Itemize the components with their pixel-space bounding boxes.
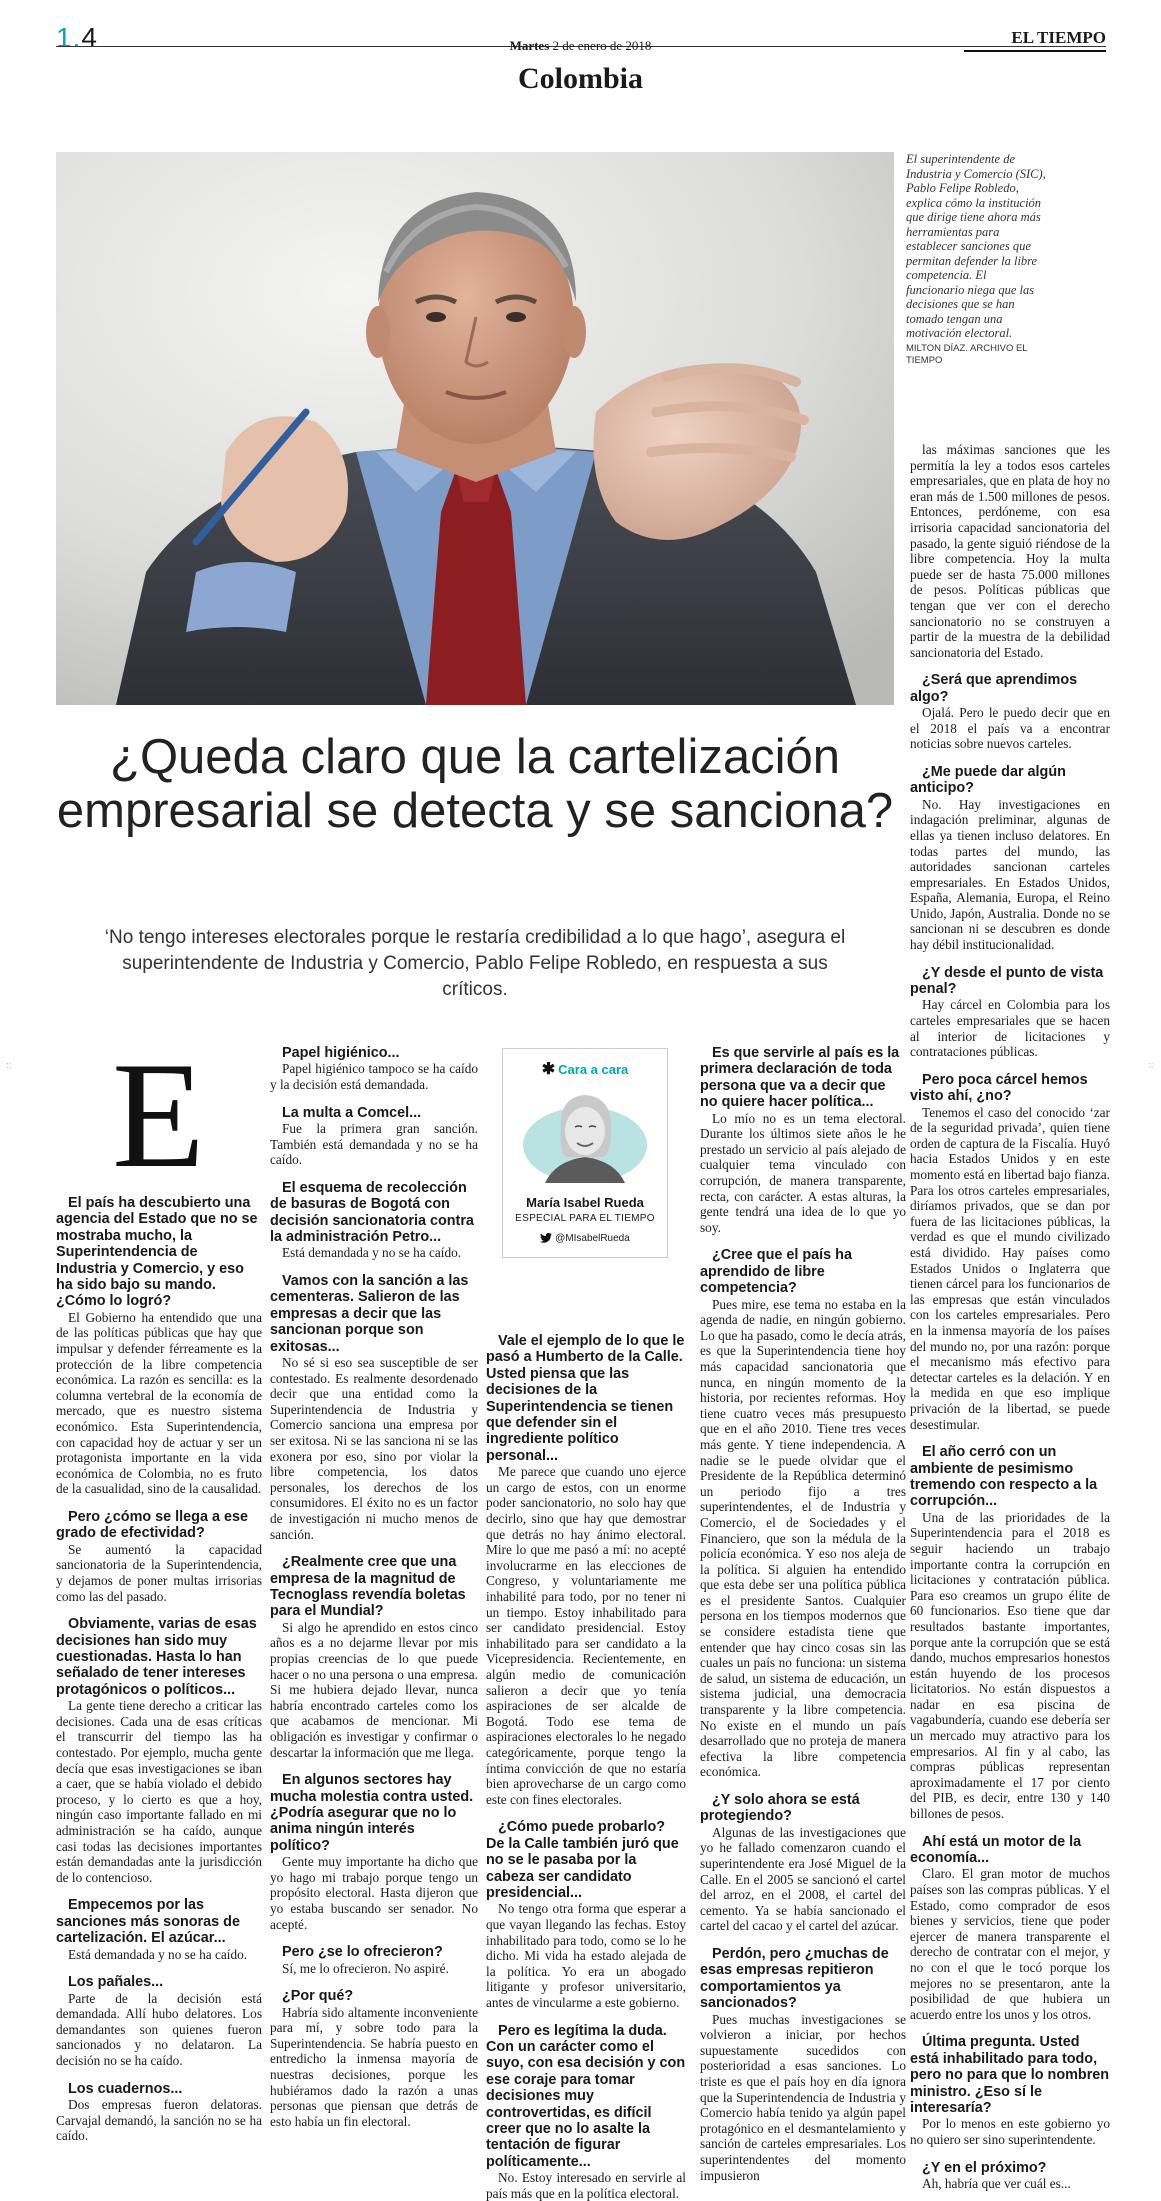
article-column-3 bbox=[486, 1333, 686, 2201]
interview-answer: Por lo menos en este gobierno yo no quiero ser sino superintendente. bbox=[910, 2116, 1110, 2147]
interview-question: Es que servirle al país es la primera declaración de toda persona que va a decir que no quiere hacer política... bbox=[700, 1045, 900, 1111]
interview-answer: Está demandada y no se ha caído. bbox=[68, 1946, 248, 1962]
author-box-title: ✱ Cara a cara bbox=[541, 1061, 629, 1078]
interview-answer: El Gobierno ha entendido que una de las políticas públicas que hay que impulsar y defender férreamente es la protección de la libre competencia económica. La razón es sencilla: es la columna vertebral de la economía de mercado, que es nuestro sistema económico. Esta Superintendencia, con capacidad hoy de actuar y ser un protagonista importante en la vida económica de Colombia, no es fruto de la casualidad, sino de la causalidad. bbox=[56, 1309, 262, 1497]
interview-question: Pero ¿se lo ofrecieron? bbox=[282, 1944, 443, 1961]
photo-caption: El superintendente de Industria y Comercio (SIC), Pablo Felipe Robledo, explica cómo la institución que dirige tiene ahora más herramientas para establecer sanciones que permitan defender la libre competencia. El funcionario niega que las decisiones que se han tomado tengan una motivación electoral. MILTON DÍAZ. ARCHIVO EL TIEMPO bbox=[906, 152, 1046, 366]
main-photo bbox=[56, 152, 894, 705]
interview-answer: Gente muy importante ha dicho que yo hago mi trabajo porque tengo un propósito electoral. Hasta dijeron que yo estaba buscando ser senador. No acepté. bbox=[270, 1854, 478, 1932]
interview-answer: Papel higiénico tampoco se ha caído y la decisión está demandada. bbox=[270, 1061, 478, 1092]
author-portrait bbox=[515, 1083, 655, 1183]
interview-answer: Se aumentó la capacidad sancionatoria de la Superintendencia, y dejamos de poner multas irrisorias como las del pasado. bbox=[56, 1541, 262, 1604]
interview-question: Papel higiénico... bbox=[282, 1045, 400, 1061]
interview-question: Ahí está un motor de la economía... bbox=[910, 1833, 1082, 1867]
interview-answer: Dos empresas fueron delatoras. Carvajal demandó, la sanción no se ha caído. bbox=[56, 2096, 262, 2144]
interview-answer: Claro. El gran motor de muchos países son las compras públicas. Y el Estado, como comprador de esos bienes y servicios, tiene que poder ejercer de manera transparente el derecho de contratar con el mejor, y no con el que le tocó porque los mejores no se presentaron, ante la posibilidad de que hubiera un acuerdo entre los unos y los otros. bbox=[910, 1866, 1110, 2022]
page-number: 1.4 bbox=[56, 22, 98, 53]
article-column-5 bbox=[910, 442, 1110, 2192]
interview-question: ¿Realmente cree que una empresa de la magnitud de Tecnoglass revendía boletas para el Mundial? bbox=[270, 1554, 466, 1620]
interview-answer: Si algo he aprendido en estos cinco años es a no dejarme llevar por mis propias creencias de lo que puede hacer o no una persona o una empresa. Si me hubiera dejado llevar, nunca habría encontrado carteles como los que acabamos de mencionar. Mi obligación es investigar y confirmar o descartar la información que me llega. bbox=[270, 1619, 478, 1760]
interview-answer: Sí, me lo ofrecieron. No aspiré. bbox=[282, 1960, 449, 1976]
author-name: María Isabel Rueda bbox=[526, 1195, 644, 1210]
interview-answer: No sé si eso sea susceptible de ser contestado. Es realmente desordenado decir que una entidad como la Superintendencia de Industria y Comercio sanciona una empresa por ser exitosa. Ni se las sanciona ni se las exonera por eso, sino por violar la libre competencia, los datos personales, los derechos de los consumidores. El éxito no es un factor de investigación ni mucho menos de sanción. bbox=[270, 1355, 478, 1542]
interview-answer: Parte de la decisión está demandada. Allí hubo delatores. Los demandantes son quienes fueron sancionados y no delataron. La decisión no se ha caído. bbox=[56, 1990, 262, 2068]
interview-question: Obviamente, varias de esas decisiones han sido muy cuestionadas. Hasta lo han señalado de tener intereses protagónicos o políticos... bbox=[56, 1616, 257, 1698]
interview-question: ¿Cómo puede probarlo? De la Calle también juró que no se le pasaba por la cabeza ser candidato presidencial... bbox=[486, 1819, 679, 1901]
interview-question: El país ha descubierto una agencia del Estado que no se mostraba mucho, la Superintendencia de Industria y Comercio, y eso ha sido bajo su mando. ¿Cómo lo logró? bbox=[56, 1195, 258, 1310]
edition-date: Martes 2 de enero de 2018 bbox=[509, 38, 652, 53]
twitter-icon bbox=[540, 1233, 552, 1243]
interview-answer: Algunas de las investigaciones que yo he fallado comenzaron cuando el superintendente era José Miguel de la Calle. En el 2005 se sancionó el cartel del arroz, en el 2008, el cartel del cemento. Ya se había sancionado el cartel del cacao y el cartel del azúcar. bbox=[700, 1824, 906, 1934]
interview-question: ¿Será que aprendimos algo? bbox=[910, 672, 1078, 705]
interview-answer: Hay cárcel en Colombia para los carteles empresariales que se hacen al interior de licitaciones y contrataciones públicas. bbox=[910, 997, 1110, 1060]
interview-question: ¿Por qué? bbox=[282, 1988, 354, 2005]
interview-answer: Ojalá. Pero le puedo decir que en el 2018 el país va a encontrar noticias sobre nuevos carteles. bbox=[910, 705, 1110, 752]
interview-answer: No tengo otra forma que esperar a que vayan llegando las fechas. Estoy inhabilitado para todo, como se lo he dicho. Mi vida ha estado alejada de la política. Yo era un abogado litigante y profesor universitario, antes de vincularme a este gobierno. bbox=[486, 1901, 686, 2010]
interview-answer: las máximas sanciones que les permitía la ley a todos esos carteles empresariales, que en plata de hoy no eran más de 1.500 millones de pesos. Entonces, perdóneme, con esa irrisoria capacidad sancionatoria del pasado, la gente siguió riéndose de la libre competencia. Hoy la multa puede ser de hasta 75.000 millones de pesos. Políticas públicas que tengan que ver con el derecho sancionatorio no se construyen a partir de la muestra de la debilidad sancionatoria del Estado. bbox=[910, 442, 1110, 660]
interview-answer: Una de las prioridades de la Superintendencia para el 2018 es seguir haciendo un trabajo importante contra la corrupción en licitaciones y contratación pública. Para eso creamos un grupo élite de 60 funcionarios. Eso tiene que dar resultados bastante importantes, porque ante la corrupción que se está dando, muchos empresarios honestos están huyendo de los procesos licitatorios. No están dispuestos a nadar en esa piscina de vagabundería, cuando ese debería ser un mercado muy atractivo para los empresarios. Al fin y al cabo, las compras públicas representan aproximadamente el 17 por ciento del PIB, es decir, entre 130 y 140 billones de pesos. bbox=[910, 1509, 1110, 1822]
interview-answer: No. Estoy interesado en servirle al país más que en la política electoral. bbox=[486, 2170, 686, 2201]
interview-answer: Lo mío no es un tema electoral. Durante los últimos siete años le he prestado un servicio al país alejado de cualquier tema vinculado con corrupción, de manera transparente, recta, con carácter. A estas alturas, la gente tendrá una idea de lo que yo soy. bbox=[700, 1110, 906, 1235]
interview-answer: Me parece que cuando uno ejerce un cargo de estos, con un enorme poder sancionatorio, no solo hay que decirlo, sino que hay que demostrar que detrás no hay ánimo electoral. Mire lo que me pasó a mí: no acepté involucrarme en las elecciones de Congreso, y voluntariamente me inhabilité para todo, por no tener ni un tiempo. Estoy inhabilitado para ser candidato presidencial. Estoy inhabilitado para ser candidato a la Vicepresidencia. Recientemente, en algún medio de comunicación salieron a decir que yo tenía aspiraciones de ser alcalde de Bogotá. Todo ese tema de aspiraciones electorales lo he negado categóricamente, porque tengo la íntima convicción de que no estaría bien aprovecharse de un cargo como este con fines electorales. bbox=[486, 1464, 686, 1807]
article-column-1 bbox=[56, 1195, 262, 2144]
author-box bbox=[502, 1048, 668, 1258]
author-twitter[interactable]: @MIsabelRueda bbox=[503, 1233, 667, 1244]
interview-question: El año cerró con un ambiente de pesimismo tremendo con respecto a la corrupción... bbox=[910, 1444, 1098, 1510]
interview-question: Pero ¿cómo se llega a ese grado de efectividad? bbox=[56, 1508, 248, 1542]
interview-question: Pero poca cárcel hemos visto ahí, ¿no? bbox=[910, 1071, 1088, 1105]
interview-question: Vale el ejemplo de lo que le pasó a Humberto de la Calle. Usted piensa que las decisiones de la Superintendencia se tienen que defender sin el ingrediente político personal... bbox=[486, 1333, 685, 1464]
interview-question: ¿Cree que el país ha aprendido de libre competencia? bbox=[700, 1247, 852, 1297]
fold-mark-right: :: bbox=[1148, 1060, 1154, 1071]
interview-question: Los pañales... bbox=[68, 1974, 164, 1991]
interview-question: ¿Me puede dar algún anticipo? bbox=[910, 763, 1066, 797]
section-title: Colombia bbox=[517, 62, 643, 95]
interview-answer: La gente tiene derecho a criticar las decisiones. Cada una de esas críticas el transcurrir del tiempo las ha contestado. Por ejemplo, mucha gente decía que esas investigaciones se iban a caer, que se había violado el debido proceso, y lo cierto es que a hoy, ningún caso importante fallado en mi administración se ha caído, aunque casi todas las decisiones importantes están demandadas ante la jurisdicción de lo contencioso. bbox=[56, 1698, 262, 1885]
interview-question: ¿Y solo ahora se está protegiendo? bbox=[700, 1792, 860, 1825]
interview-question: Vamos con la sanción a las cementeras. Salieron de las empresas a decir que las sancionan porque son exitosas... bbox=[270, 1273, 469, 1355]
interview-question: La multa a Comcel... bbox=[282, 1104, 422, 1121]
drop-cap: E bbox=[112, 1031, 205, 1199]
subheadline: ‘No tengo intereses electorales porque le restaría credibilidad a lo que hago’, asegura el superintendente de Industria y Comercio, Pablo Felipe Robledo, en respuesta a sus críticos. bbox=[104, 927, 846, 1000]
author-role: ESPECIAL PARA EL TIEMPO bbox=[515, 1213, 655, 1224]
interview-answer: Pues muchas investigaciones se volvieron a iniciar, por hechos supuestamente sucedidos con posterioridad a esas sanciones. Lo triste es que el país hoy en día ignora que la Superintendencia de Industria y Comercio había tenido ya algún papel protagónico en el desmantelamiento y sanción de carteles empresariales. Los superintendentes del momento impusieron bbox=[700, 2011, 906, 2183]
fold-mark-left: :: bbox=[6, 1060, 12, 1071]
article-column-4 bbox=[700, 1045, 906, 2183]
interview-question: El esquema de recolección de basuras de Bogotá con decisión sancionatoria contra la administración Petro... bbox=[270, 1179, 474, 1245]
photo-credit: MILTON DÍAZ. ARCHIVO EL TIEMPO bbox=[906, 342, 1028, 366]
asterisk-icon: ✱ bbox=[541, 1061, 556, 1078]
interview-answer: Habría sido altamente inconveniente para mí, y sobre todo para la Superintendencia. Se habría puesto en entredicho la inmensa mayoría de nuestras decisiones, porque les hubiéramos dado la razón a unas personas que piensan que detrás de esto había un fin electoral. bbox=[270, 2004, 478, 2129]
interview-answer: Fue la primera gran sanción. También está demandada y no se ha caído. bbox=[270, 1121, 478, 1168]
interview-answer: Pues mire, ese tema no estaba en la agenda de nadie, en ningún gobierno. Lo que ha pasado, como le decía atrás, es que la Superintendencia tiene hoy más capacidad sancionatoria que nunca, en ningún momento de la historia, por recientes reformas. Hoy tiene cuatro veces más presupuesto que en el año 2010. Tiene tres veces más gente. Y tiene independencia. A nadie se le puede olvidar que el Presidente de la República determinó un periodo fijo a tres superintendentes, el de Industria y Comercio, el de Sociedades y el Financiero, que son la médula de la policía económica. Y eso nos aleja de la política. Si alguien ha entendido que esta debe ser una política pública es el presidente Santos. Cualquier persona en los tiempos modernos que se considere estadista tiene que entender que hay cinco cosas sin las cuales un país no funciona: un sistema de salud, un sistema de educación, un sistema judicial, una democracia transparente y la libre competencia. No existe en el mundo un país desarrollado que no proteja de manera efectiva la libre competencia económica. bbox=[700, 1296, 906, 1780]
interview-question: Perdón, pero ¿muchas de esas empresas repitieron comportamientos ya sancionados? bbox=[700, 1945, 889, 2012]
interview-answer: No. Hay investigaciones en indagación preliminar, algunas de ellas ya tienen incluso delatores. En todas partes del mundo, las autoridades sancionan carteles empresariales. En Estados Unidos, España, Alemania, Europa, el Reino Unido, Japón, Australia. Donde no se sancionan ni se descubren es donde hay débil institucionalidad. bbox=[910, 796, 1110, 953]
interview-question: Empecemos por las sanciones más sonoras de cartelización. El azúcar... bbox=[56, 1897, 240, 1947]
interview-question: Los cuadernos... bbox=[68, 2080, 183, 2097]
interview-question: Última pregunta. Usted está inhabilitado para todo, pero no para que lo nombren ministro. ¿Eso sí le interesaría? bbox=[910, 2034, 1110, 2116]
interview-answer: Tenemos el caso del conocido ‘zar de la seguridad privada’, quien tiene orden de captura de la Fiscalía. Huyó hacia Estados Unidos y en este momento está en libertad bajo fianza. Para los otros carteles empresariales, diríamos privados, que se dan por fuera de las licitaciones públicas, la verdad es que el mundo civilizado está dividido. Hay países como Estados Unidos o Inglaterra que tienen cárcel para los funcionarios de las empresas que están vinculados con los carteles empresariales. Pero en la inmensa mayoría de los países del mundo no, por una razón: porque el mecanismo más efectivo para detectar carteles es la delación. Y en la medida en que eso implique privación de la libertad, se puede desestimular. bbox=[910, 1104, 1110, 1432]
interview-answer: Está demandada y no se ha caído. bbox=[282, 1245, 462, 1261]
masthead-logo: EL TIEMPO bbox=[964, 28, 1106, 52]
headline: ¿Queda claro que la cartelización empresarial se detecta y se sanciona? bbox=[56, 730, 894, 838]
article-column-2 bbox=[270, 1045, 478, 2129]
interview-question: ¿Y desde el punto de vista penal? bbox=[910, 964, 1104, 998]
interview-answer: Ah, habría que ver cuál es... bbox=[922, 2176, 1071, 2191]
interview-question: Pero es legítima la duda. Con un carácter como el suyo, con esa decisión y con ese coraje para tomar decisiones muy controvertidas, es difícil creer que no lo asalte la tentación de figurar políticamente... bbox=[486, 2022, 686, 2170]
interview-question: ¿Y en el próximo? bbox=[922, 2159, 1047, 2176]
interview-question: En algunos sectores hay mucha molestia contra usted. ¿Podría asegurar que no lo anima ningún interés político? bbox=[270, 1772, 474, 1854]
